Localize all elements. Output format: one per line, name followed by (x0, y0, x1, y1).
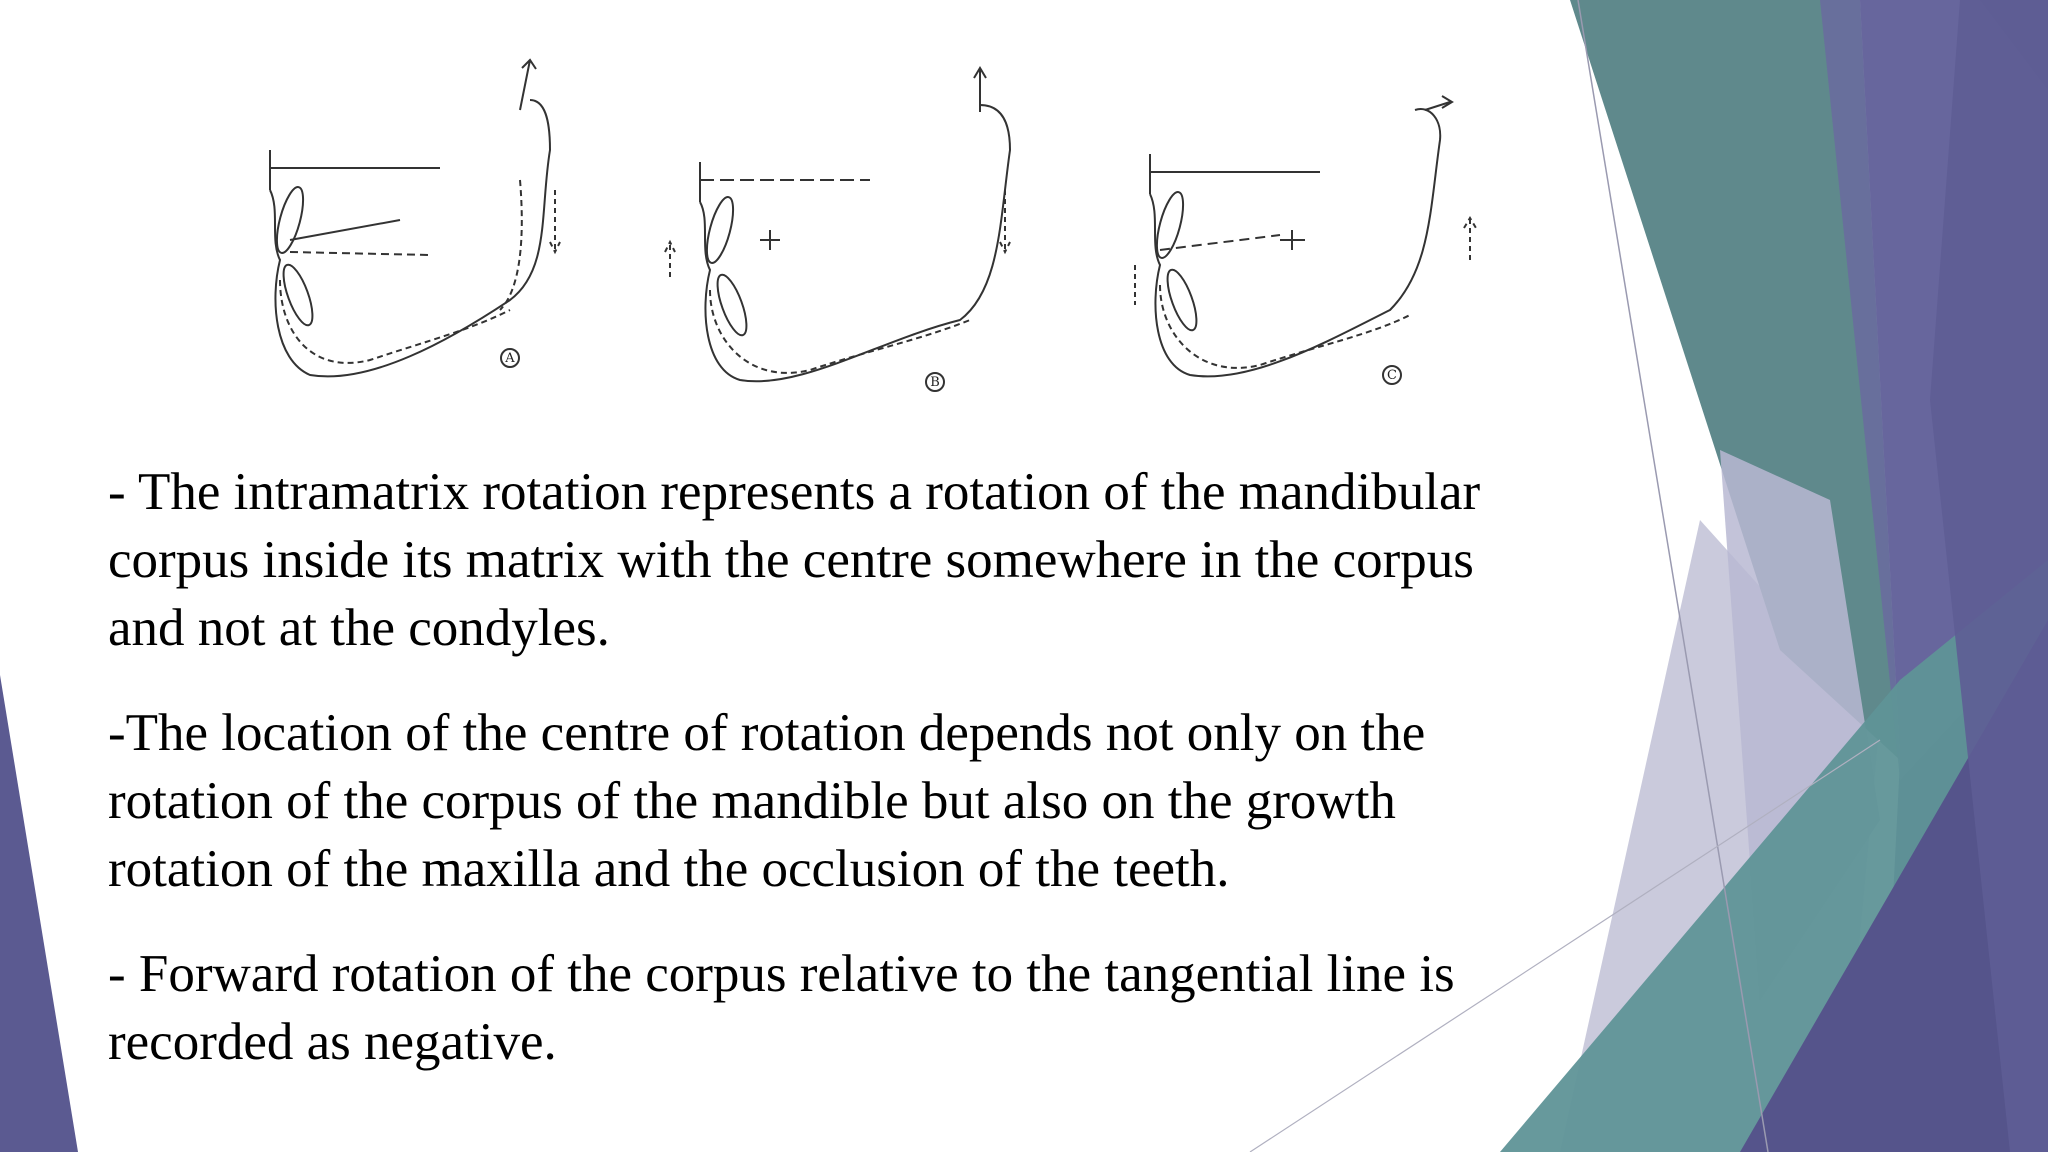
paragraph-1-line-3: and not at the condyles. (108, 599, 610, 657)
paragraph-2-line-3: rotation of the maxilla and the occlusion of the teeth. (108, 840, 1230, 898)
slide-body (108, 458, 1608, 1113)
left-accent-shape (0, 675, 78, 1152)
paragraph-3-line-2: recorded as negative. (108, 1013, 557, 1071)
figure-panel-a (270, 60, 560, 376)
paragraph-2-line-1: -The location of the centre of rotation depends not only on the (108, 704, 1426, 762)
paragraph-intramatrix-rotation (108, 458, 1608, 662)
panel-b-label: B (930, 375, 940, 390)
paragraph-3-line-1: - Forward rotation of the corpus relative to the tangential line is (108, 945, 1455, 1003)
paragraph-1-line-2: corpus inside its matrix with the centre somewhere in the corpus (108, 531, 1474, 589)
paragraph-2-line-2: rotation of the corpus of the mandible but also on the growth (108, 772, 1396, 830)
mandible-rotation-figure (250, 40, 1530, 420)
paragraph-forward-rotation (108, 940, 1608, 1076)
panel-c-label: C (1387, 368, 1397, 383)
paragraph-centre-of-rotation (108, 699, 1608, 903)
panel-a-label: A (505, 351, 515, 366)
paragraph-1-line-1: - The intramatrix rotation represents a rotation of the mandibular (108, 463, 1481, 521)
figure-panel-b (665, 68, 1010, 391)
figure-panel-c (1135, 96, 1476, 384)
